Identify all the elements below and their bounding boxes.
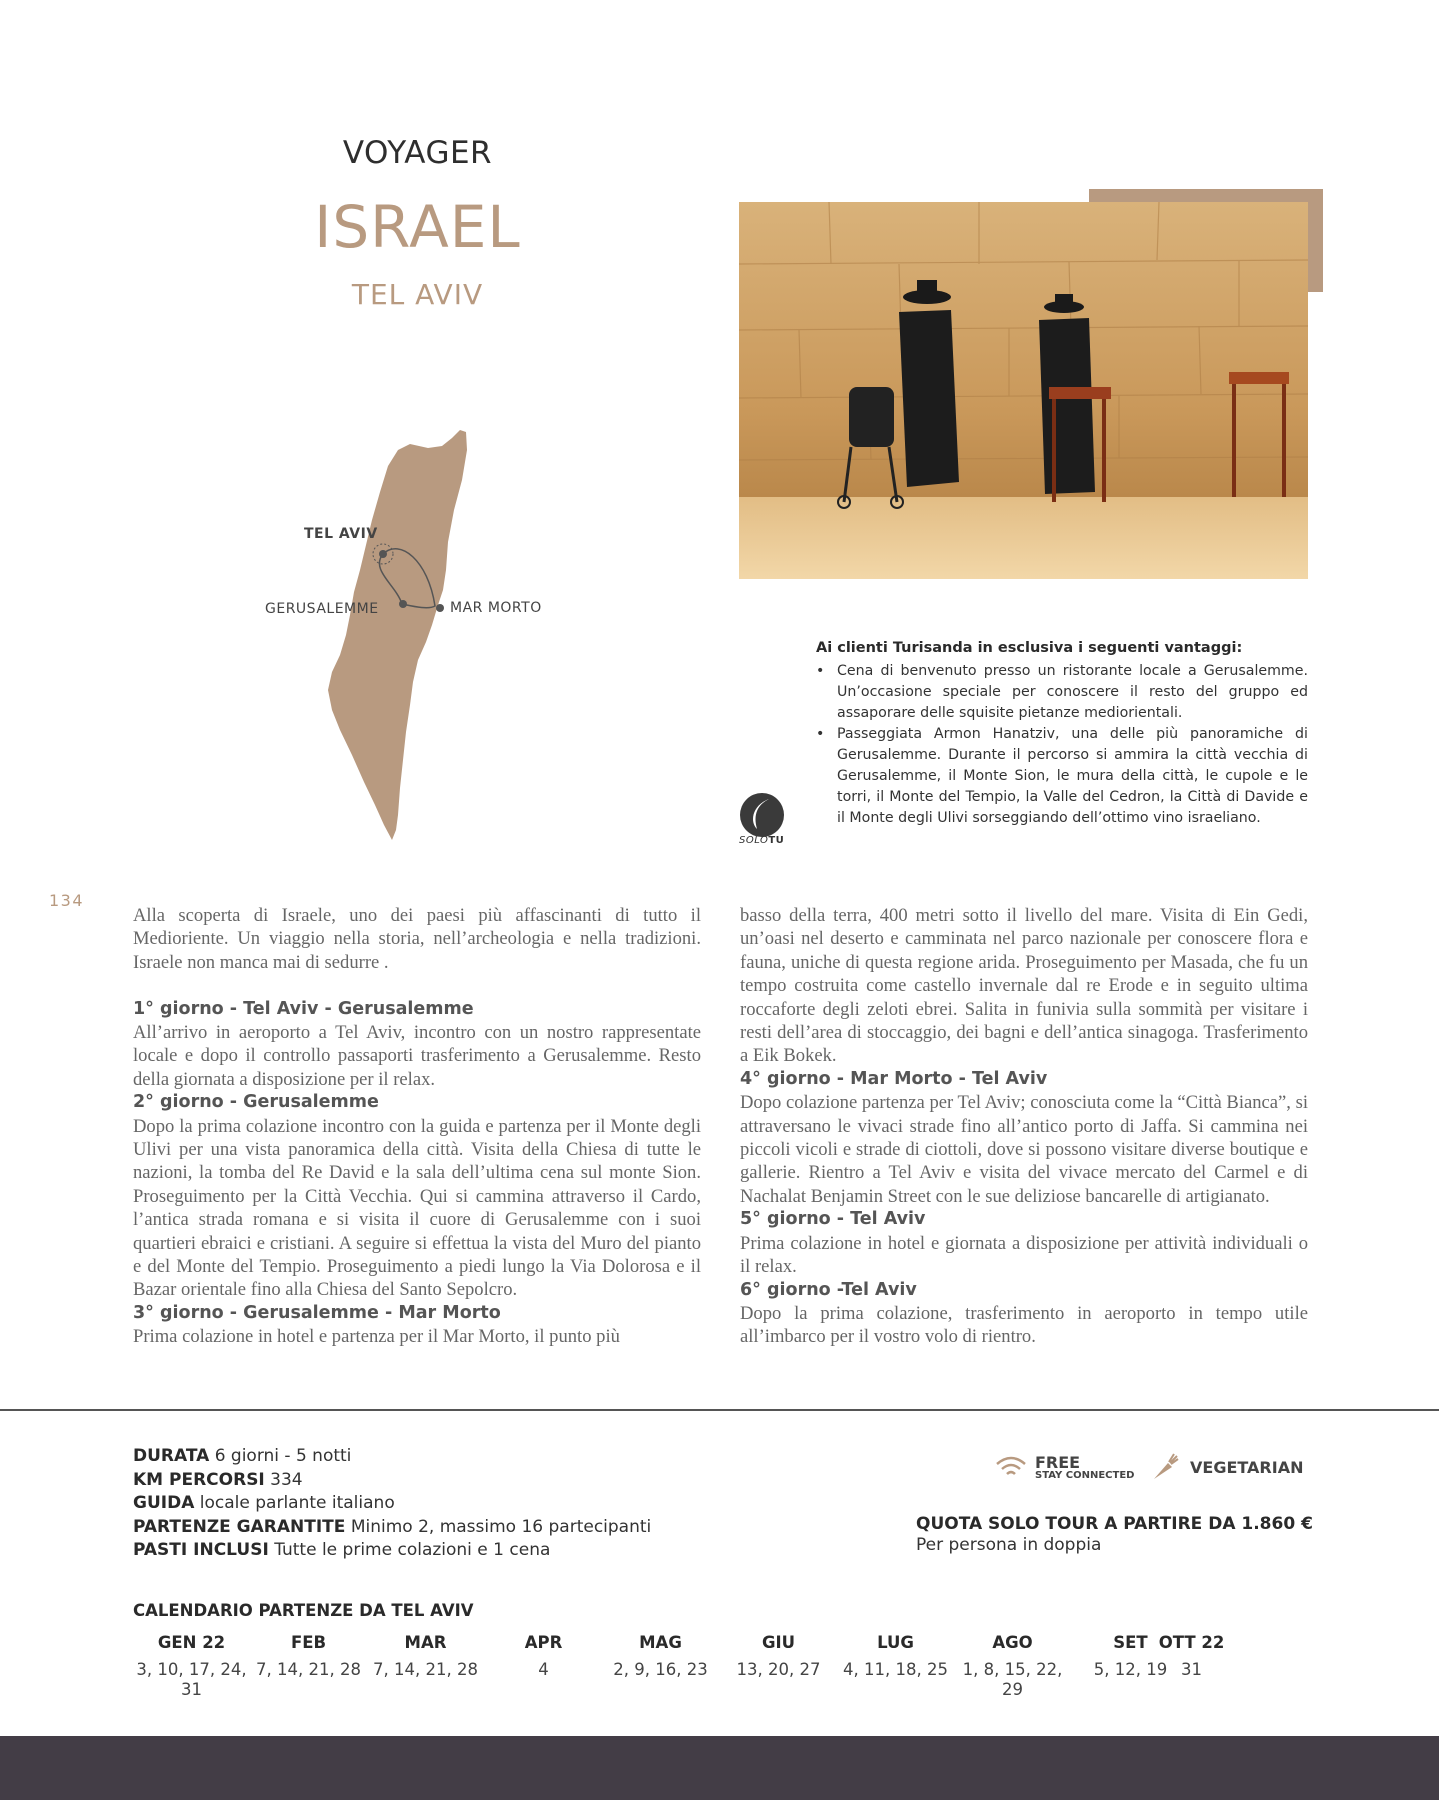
calendar-month: AGO 1, 8, 15, 22, 29 <box>962 1633 1063 1699</box>
intro-text: Alla scoperta di Israele, uno dei paesi più affascinanti di tutto il Medioriente. Un viaggio nella storia, nell’archeologia e nella tradizioni. Israele non manca mai di sedurre . <box>133 905 701 973</box>
israel-shape <box>328 430 467 840</box>
day-text: Prima colazione in hotel e giornata a disposizione per attività individuali o il relax. <box>740 1232 1308 1278</box>
day-text: Dopo colazione partenza per Tel Aviv; conosciuta come la “Città Bianca”, si attraversano le vivaci strade fino all’antico porto di Jaffa. Si cammina nei piccoli vicoli e strade di ciottoli, dove si possono visitare diverse boutique e gallerie. Rientro a Tel Aviv e visita del vivace mercato del Carmel e di Nachalat Benjamin Street con le sue deliziose bancarelle di artigianato. <box>740 1092 1309 1207</box>
advantage-item: • Passeggiata Armon Hanatziv, una delle più panoramiche di Gerusalemme. Durante il percorso si ammira la città vecchia di Gerusalemme, il Monte Sion, le mura della città, le cupole e le torri, il Monte del Tempio, la Valle del Cedron, la Città di Davide e il Monte degli Ulivi sorseggiando dell’ottimo vino israeliano. <box>816 724 1308 829</box>
country-title: ISRAEL <box>314 193 521 261</box>
day-text: All’arrivo in aeroporto a Tel Aviv, incontro con un nostro rappresentate locale e dopo il controllo passaporti trasferimento a Gerusalemme. Resto della giornata a disposizione per il relax. <box>133 1022 701 1090</box>
day-title: 5° giorno - Tel Aviv <box>740 1209 926 1230</box>
price-label: QUOTA SOLO TOUR A PARTIRE DA 1.860 € <box>916 1514 1313 1534</box>
day-text: basso della terra, 400 metri sotto il livello del mare. Visita di Ein Gedi, un’oasi nel deserto e camminata nel parco nazionale per conoscere flora e fauna, uniche di questa regione arida. Proseguimento per Masada, che fu un tempo costruita come castello invernale dal re Erode e in seguito ultima roccaforte degli zeloti ebrei. Salita in funivia sulla sommità per visitare i resti dell’area di stoccaggio, dei bagni e dell’antica sinagoga. Trasferimento a Eik Bokek. <box>740 905 1308 1067</box>
calendar-month: FEB 7, 14, 21, 28 <box>256 1633 361 1679</box>
carrot-icon <box>1150 1452 1180 1482</box>
info-durata: DURATA 6 giorni - 5 notti <box>133 1446 352 1466</box>
calendar-month: OTT 22 31 <box>1158 1633 1225 1679</box>
day-title: 3° giorno - Gerusalemme - Mar Morto <box>133 1302 501 1323</box>
itinerary-column-right <box>740 904 1308 1349</box>
calendar-month: LUG 4, 11, 18, 25 <box>843 1633 948 1679</box>
calendar-title: CALENDARIO PARTENZE DA TEL AVIV <box>133 1601 474 1620</box>
advantage-item: • Cena di benvenuto presso un ristorante locale a Gerusalemme. Un’occasione speciale per conoscere il resto del gruppo ed assaporare delle squisite pietanze mediorientali. <box>816 661 1308 724</box>
map-label-mar-morto: MAR MORTO <box>450 600 542 616</box>
tour-info <box>133 1445 651 1563</box>
info-partenze: PARTENZE GARANTITE Minimo 2, massimo 16 partecipanti <box>133 1516 652 1537</box>
western-wall-photo <box>739 202 1308 579</box>
solotu-logo-text: SOLOTU <box>739 835 785 846</box>
day-title: 2° giorno - Gerusalemme <box>133 1092 379 1113</box>
day-title: 6° giorno -Tel Aviv <box>740 1279 917 1300</box>
israel-map <box>250 420 570 850</box>
price-sub: Per persona in doppia <box>916 1535 1102 1555</box>
map-label-tel-aviv: TEL AVIV <box>304 526 378 542</box>
calendar-month: MAR 7, 14, 21, 28 <box>373 1633 478 1679</box>
map-label-gerusalemme: GERUSALEMME <box>265 601 379 617</box>
day-text: Dopo la prima colazione incontro con la guida e partenza per il Monte degli Ulivi per una vista panoramica della città. Visita della Chiesa di tutte le nazioni, la tomba del Re David e la sala dell’ultima cena sul monte Sion. Proseguimento per la Città Vecchia. Qui si cammina attraverso il Cardo, l’antica strada romana e si visita il cuore di Gerusalemme con i suoi quartieri ebraici e cristiani. A seguire si effettua la vista del Muro del pianto e del Monte del Tempio. Proseguimento a piedi lungo la Via Dolorosa e il Bazar orientale fino alla Chiesa del Santo Sepolcro. <box>133 1115 701 1301</box>
brand-title: VOYAGER <box>342 135 493 171</box>
calendar-month: MAG 2, 9, 16, 23 <box>613 1633 708 1679</box>
free-wifi-sublabel: STAY CONNECTED <box>1035 1470 1135 1481</box>
calendar-month: APR 4 <box>524 1633 563 1679</box>
advantages-title: Ai clienti Turisanda in esclusiva i seguenti vantaggi: <box>816 640 1243 656</box>
advantages-list <box>816 661 1308 829</box>
wifi-icon <box>995 1452 1027 1480</box>
city-subtitle: TEL AVIV <box>351 278 484 311</box>
calendar-month: SET 5, 12, 19 <box>1093 1633 1168 1679</box>
vegetarian-label: VEGETARIAN <box>1190 1458 1304 1477</box>
calendar-month: GEN 22 3, 10, 17, 24, 31 <box>136 1633 247 1699</box>
day-title: 1° giorno - Tel Aviv - Gerusalemme <box>133 998 474 1019</box>
section-divider <box>0 1409 1439 1411</box>
day-text: Prima colazione in hotel e partenza per il Mar Morto, il punto più <box>133 1326 620 1348</box>
day-text: Dopo la prima colazione, trasferimento in aeroporto in tempo utile all’imbarco per il vostro volo di rientro. <box>740 1302 1308 1348</box>
info-km: KM PERCORSI 334 <box>133 1469 303 1490</box>
day-title: 4° giorno - Mar Morto - Tel Aviv <box>740 1068 1048 1089</box>
page-number: 134 <box>49 891 85 910</box>
info-guida: GUIDA locale parlante italiano <box>133 1493 395 1513</box>
free-wifi-label: FREE <box>1035 1453 1081 1472</box>
info-pasti: PASTI INCLUSI Tutte le prime colazioni e 1 cena <box>133 1540 551 1560</box>
calendar-month: GIU 13, 20, 27 <box>736 1633 821 1679</box>
itinerary-column-left <box>133 904 701 1349</box>
footer-bar <box>0 1736 1439 1800</box>
